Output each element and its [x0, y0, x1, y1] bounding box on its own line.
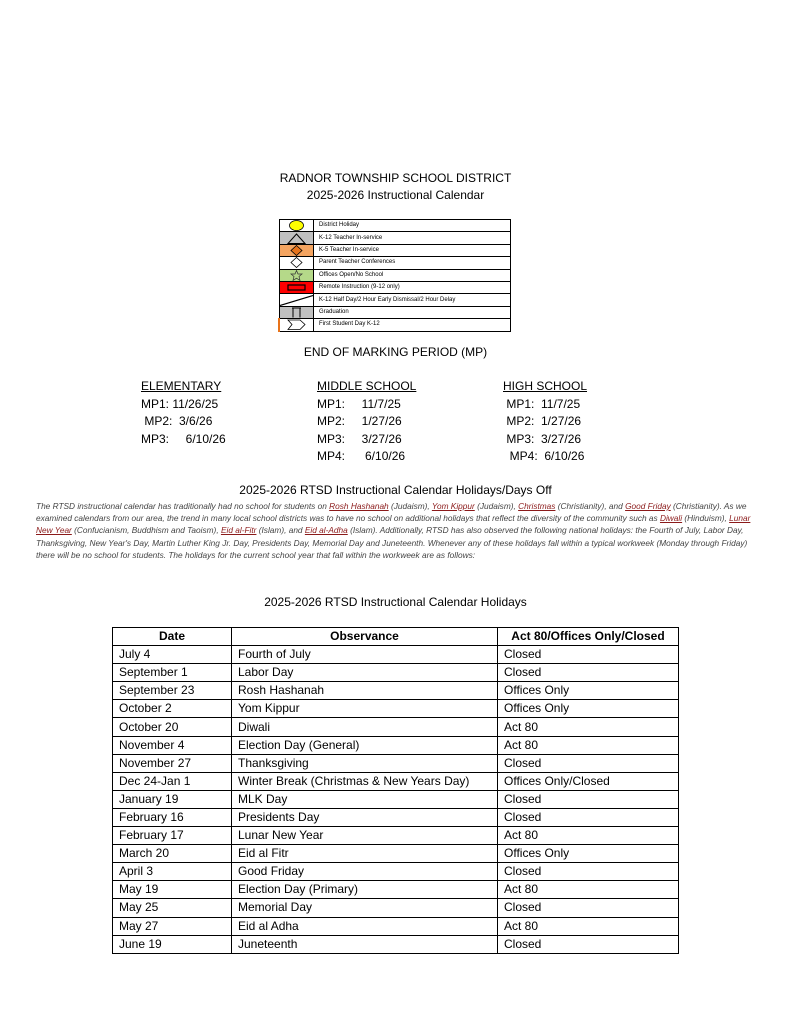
table-row	[113, 772, 679, 790]
legend-label: Graduation	[314, 306, 511, 318]
legend-label: District Holiday	[314, 220, 511, 232]
legend-row	[279, 257, 511, 269]
legend-label: K-12 Teacher In-service	[314, 232, 511, 244]
mp-row: MP1: 11/7/25	[317, 396, 401, 411]
mp-row: MP1: 11/26/25	[141, 396, 219, 411]
paragraph-text: (Islam), and	[256, 525, 305, 536]
status-cell: Offices Only/Closed	[498, 772, 679, 790]
status-cell: Offices Only	[498, 700, 679, 718]
observance-cell: Rosh Hashanah	[232, 682, 498, 700]
diagonal-line-icon	[279, 294, 314, 306]
observance-cell: Eid al Adha	[232, 917, 498, 935]
column-header-status: Act 80/Offices Only/Closed	[498, 628, 679, 646]
date-cell: Dec 24-Jan 1	[113, 772, 232, 790]
link-diwali[interactable]: Diwali	[659, 513, 683, 524]
status-cell: Closed	[498, 935, 679, 953]
date-cell: October 2	[113, 700, 232, 718]
observance-cell: Memorial Day	[232, 899, 498, 917]
date-cell: November 27	[113, 754, 232, 772]
table-row	[113, 845, 679, 863]
mp-row: MP1: 11/7/25	[503, 396, 581, 411]
status-cell: Act 80	[498, 881, 679, 899]
date-cell: October 20	[113, 718, 232, 736]
table-row	[113, 646, 679, 664]
table-row	[113, 863, 679, 881]
date-cell: February 17	[113, 827, 232, 845]
observance-cell: Thanksgiving	[232, 754, 498, 772]
mp-row: MP4: 6/10/26	[317, 449, 406, 464]
table-row	[113, 790, 679, 808]
status-cell: Act 80	[498, 917, 679, 935]
mp-row: MP3: 3/27/26	[317, 431, 402, 446]
legend-table	[278, 219, 511, 332]
middle-school-title: MIDDLE SCHOOL	[317, 379, 417, 393]
table-row	[113, 881, 679, 899]
holidays-table-body	[113, 646, 679, 954]
table-row	[113, 827, 679, 845]
mp-row: MP4: 6/10/26	[503, 449, 585, 464]
district-title: RADNOR TOWNSHIP SCHOOL DISTRICT	[279, 171, 512, 185]
link-christmas[interactable]: Christmas	[518, 501, 556, 511]
table-header-row	[113, 628, 679, 646]
table-row	[113, 736, 679, 754]
link-lunar-new-year[interactable]: Lunar New Year	[36, 513, 751, 536]
paragraph-text: (Hinduism),	[682, 513, 730, 524]
legend-row	[279, 232, 511, 244]
link-good-friday[interactable]: Good Friday	[625, 501, 671, 511]
status-cell: Closed	[498, 664, 679, 682]
observance-cell: Election Day (Primary)	[232, 881, 498, 899]
triangle-icon	[279, 232, 314, 244]
date-cell: May 19	[113, 881, 232, 899]
status-cell: Act 80	[498, 736, 679, 754]
mp-row: MP2: 1/27/26	[503, 414, 582, 429]
legend-label: K-5 Teacher In-service	[314, 244, 511, 256]
middle-school-column	[317, 378, 416, 466]
mp-row: MP2: 3/6/26	[141, 414, 213, 429]
observance-cell: Presidents Day	[232, 808, 498, 826]
table-row	[113, 700, 679, 718]
white-diamond-icon	[279, 257, 314, 269]
legend-label: First Student Day K-12	[314, 319, 511, 331]
star-icon	[279, 269, 314, 281]
observance-cell: Winter Break (Christmas & New Years Day)	[232, 772, 498, 790]
date-cell: May 27	[113, 917, 232, 935]
legend-row	[279, 306, 511, 318]
legend-row	[279, 281, 511, 293]
legend-label: Offices Open/No School	[314, 269, 511, 281]
status-cell: Offices Only	[498, 845, 679, 863]
table-row	[113, 664, 679, 682]
table-row	[113, 899, 679, 917]
date-cell: June 19	[113, 935, 232, 953]
legend-row	[279, 244, 511, 256]
date-cell: September 23	[113, 682, 232, 700]
date-cell: November 4	[113, 736, 232, 754]
table-row	[113, 754, 679, 772]
date-cell: July 4	[113, 646, 232, 664]
red-rectangle-icon	[279, 281, 314, 293]
observance-cell: Yom Kippur	[232, 700, 498, 718]
table-row	[113, 808, 679, 826]
status-cell: Closed	[498, 754, 679, 772]
table-row	[113, 718, 679, 736]
status-cell: Act 80	[498, 827, 679, 845]
yellow-circle-icon	[279, 220, 314, 232]
holidays-table-heading: 2025-2026 RTSD Instructional Calendar Holidays	[264, 595, 527, 609]
high-school-column	[503, 378, 587, 466]
mp-row: MP2: 1/27/26	[317, 414, 402, 429]
paragraph-text: (Christianity), and	[555, 501, 626, 511]
paragraph-text: (Islam). Additionally, RTSD has also observed the following national holidays: the Fourth of July, Labor Day, Thanksgiving, New Year's Day, Martin Luther King Jr. Day, Presidents Day, Memorial Day and Juneteenth. Whenever any of these holidays fall within a typical workweek (Monday through Friday) there will be no school for students. The holidays for the current school year that fall within the workweek are as follows:	[36, 525, 748, 560]
date-cell: April 3	[113, 863, 232, 881]
link-eid-al-fitr[interactable]: Eid al-Fitr	[220, 525, 257, 536]
legend-row	[279, 294, 511, 306]
paragraph-text: (Christianity). As we examined calendars from our area, the trend in many local school districts was to have no school on additional holidays that reflect the diversity of the community such as	[36, 501, 747, 524]
status-cell: Offices Only	[498, 682, 679, 700]
mp-row: MP3: 3/27/26	[503, 431, 582, 446]
paragraph-text: The RTSD instructional calendar has traditionally had no school for students on	[36, 501, 330, 511]
elementary-column	[141, 378, 226, 448]
status-cell: Act 80	[498, 718, 679, 736]
date-cell: May 25	[113, 899, 232, 917]
observance-cell: Good Friday	[232, 863, 498, 881]
table-row	[113, 917, 679, 935]
observance-cell: Fourth of July	[232, 646, 498, 664]
observance-cell: Diwali	[232, 718, 498, 736]
orange-diamond-icon	[279, 244, 314, 256]
holidays-paragraph	[36, 500, 756, 561]
paragraph-text: (Confucianism, Buddhism and Taoism),	[71, 525, 221, 536]
link-rosh-hashanah[interactable]: Rosh Hashanah	[329, 501, 389, 511]
status-cell: Closed	[498, 790, 679, 808]
legend-label: K-12 Half Day/2 Hour Early Dismissal/2 Hour Delay	[314, 294, 511, 306]
status-cell: Closed	[498, 808, 679, 826]
legend-row	[279, 220, 511, 232]
date-cell: March 20	[113, 845, 232, 863]
mp-row: MP3: 6/10/26	[141, 431, 226, 446]
table-row	[113, 935, 679, 953]
column-header-observance: Observance	[232, 628, 498, 646]
elementary-title: ELEMENTARY	[141, 379, 222, 393]
legend-label: Parent Teacher Conferences	[314, 257, 511, 269]
date-cell: January 19	[113, 790, 232, 808]
status-cell: Closed	[498, 646, 679, 664]
paragraph-text: (Judaism),	[474, 501, 519, 511]
observance-cell: MLK Day	[232, 790, 498, 808]
table-row	[113, 682, 679, 700]
observance-cell: Juneteenth	[232, 935, 498, 953]
calendar-title: 2025-2026 Instructional Calendar	[306, 188, 485, 202]
holidays-table	[112, 627, 679, 954]
graduation-icon	[279, 306, 314, 318]
observance-cell: Election Day (General)	[232, 736, 498, 754]
holidays-heading: 2025-2026 RTSD Instructional Calendar Holidays/Days Off	[239, 483, 552, 497]
column-header-date: Date	[113, 628, 232, 646]
date-cell: February 16	[113, 808, 232, 826]
link-yom-kippur[interactable]: Yom Kippur	[431, 501, 475, 511]
high-school-title: HIGH SCHOOL	[503, 379, 588, 393]
legend-row	[279, 269, 511, 281]
paragraph-text: (Judaism),	[388, 501, 432, 511]
status-cell: Closed	[498, 899, 679, 917]
observance-cell: Eid al Fitr	[232, 845, 498, 863]
date-cell: September 1	[113, 664, 232, 682]
legend-row	[279, 319, 511, 331]
link-eid-al-adha[interactable]: Eid al-Adha	[304, 525, 348, 536]
legend-label: Remote Instruction (9-12 only)	[314, 281, 511, 293]
arrow-icon	[279, 319, 314, 331]
observance-cell: Labor Day	[232, 664, 498, 682]
status-cell: Closed	[498, 863, 679, 881]
observance-cell: Lunar New Year	[232, 827, 498, 845]
marking-period-heading: END OF MARKING PERIOD (MP)	[303, 345, 488, 359]
